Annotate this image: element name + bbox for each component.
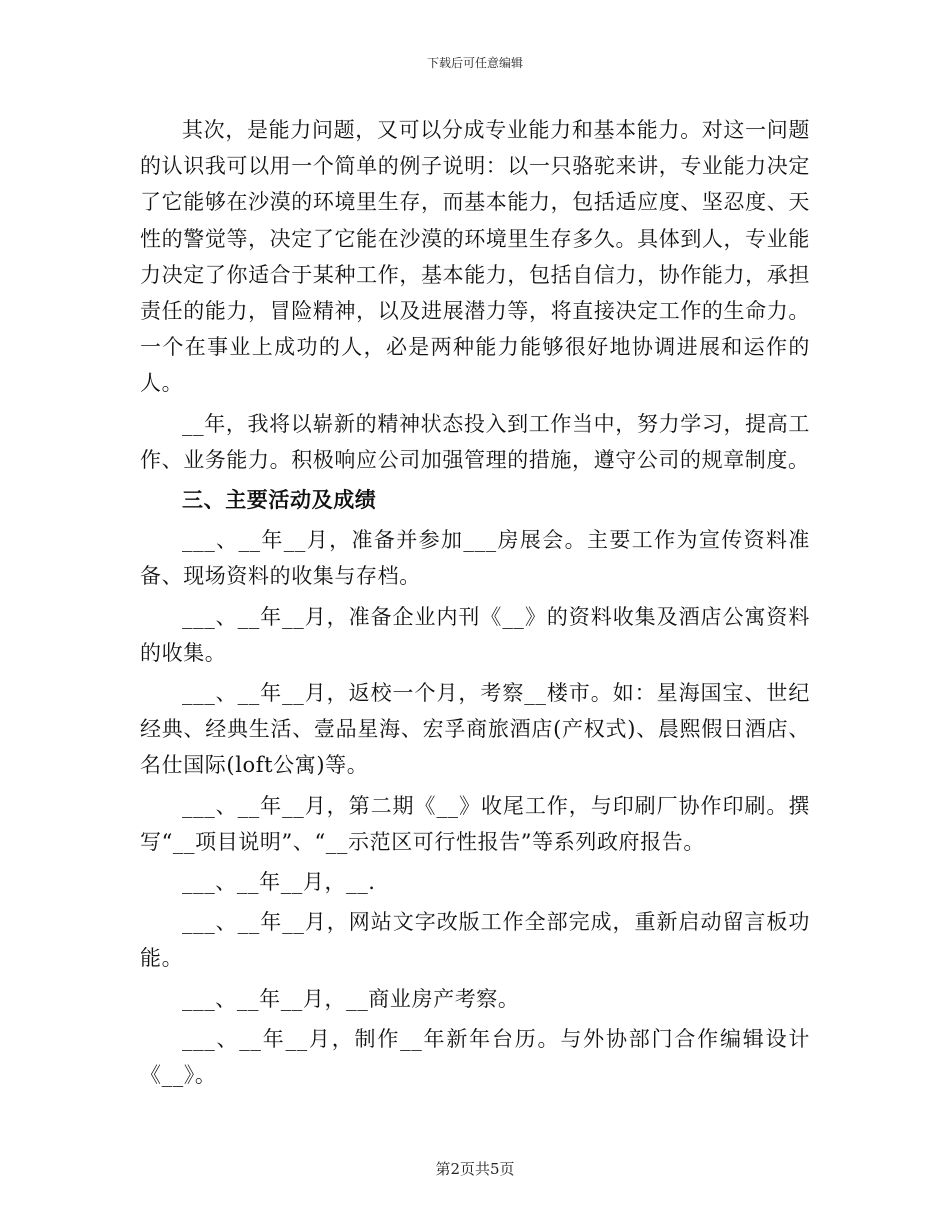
paragraph-ability: 其次，是能力问题，又可以分成专业能力和基本能力。对这一问题的认识我可以用一个简单的例子说明：以一只骆驼来讲，专业能力决定了它能够在沙漠的环境里生存，而基本能力，包括适应度、坚忍度、天性的警觉等，决定了它能在沙漠的环境里生存多久。具体到人，专业能力决定了你适合于某种工作，基本能力，包括自信力，协作能力，承担责任的能力，冒险精神，以及进展潜力等，将直接决定工作的生命力。一个在事业上成功的人，必是两种能力能够很好地协调进展和运作的人。 <box>140 118 810 396</box>
section-heading: 三、主要活动及成绩 <box>182 487 377 513</box>
page-footer: 第2页共5页 <box>435 1160 515 1178</box>
activity-item: ___、__年__月，网站文字改版工作全部完成，重新启动留言板功能。 <box>140 910 810 971</box>
page-header: 下载后可任意编辑 <box>426 56 523 70</box>
activity-item: ___、__年__月，准备并参加___房展会。主要工作为宣传资料准备、现场资料的收集与存档。 <box>140 528 810 589</box>
activity-item: ___、__年__月，准备企业内刊《__》的资料收集及酒店公寓资料的收集。 <box>140 604 810 665</box>
activity-item: ___、__年__月，__. <box>182 870 376 895</box>
activity-item: ___、__年__月，__商业房产考察。 <box>182 986 520 1011</box>
paragraph-plan: __年，我将以崭新的精神状态投入到工作当中，努力学习，提高工作、业务能力。积极响应公司加强管理的措施，遵守公司的规章制度。 <box>140 411 810 472</box>
activity-item: ___、__年__月，第二期《__》收尾工作，与印刷厂协作印刷。撰写“__项目说明”、“__示范区可行性报告”等系列政府报告。 <box>140 793 810 854</box>
activity-item: ___、__年__月，制作__年新年台历。与外协部门合作编辑设计《__》。 <box>140 1026 810 1088</box>
document-body <box>140 112 810 1097</box>
activity-item: ___、__年__月，返校一个月，考察__楼市。如：星海国宝、世纪经典、经典生活、壹品星海、宏孚商旅酒店(产权式)、晨熙假日酒店、名仕国际(loft公寓)等。 <box>140 681 810 778</box>
